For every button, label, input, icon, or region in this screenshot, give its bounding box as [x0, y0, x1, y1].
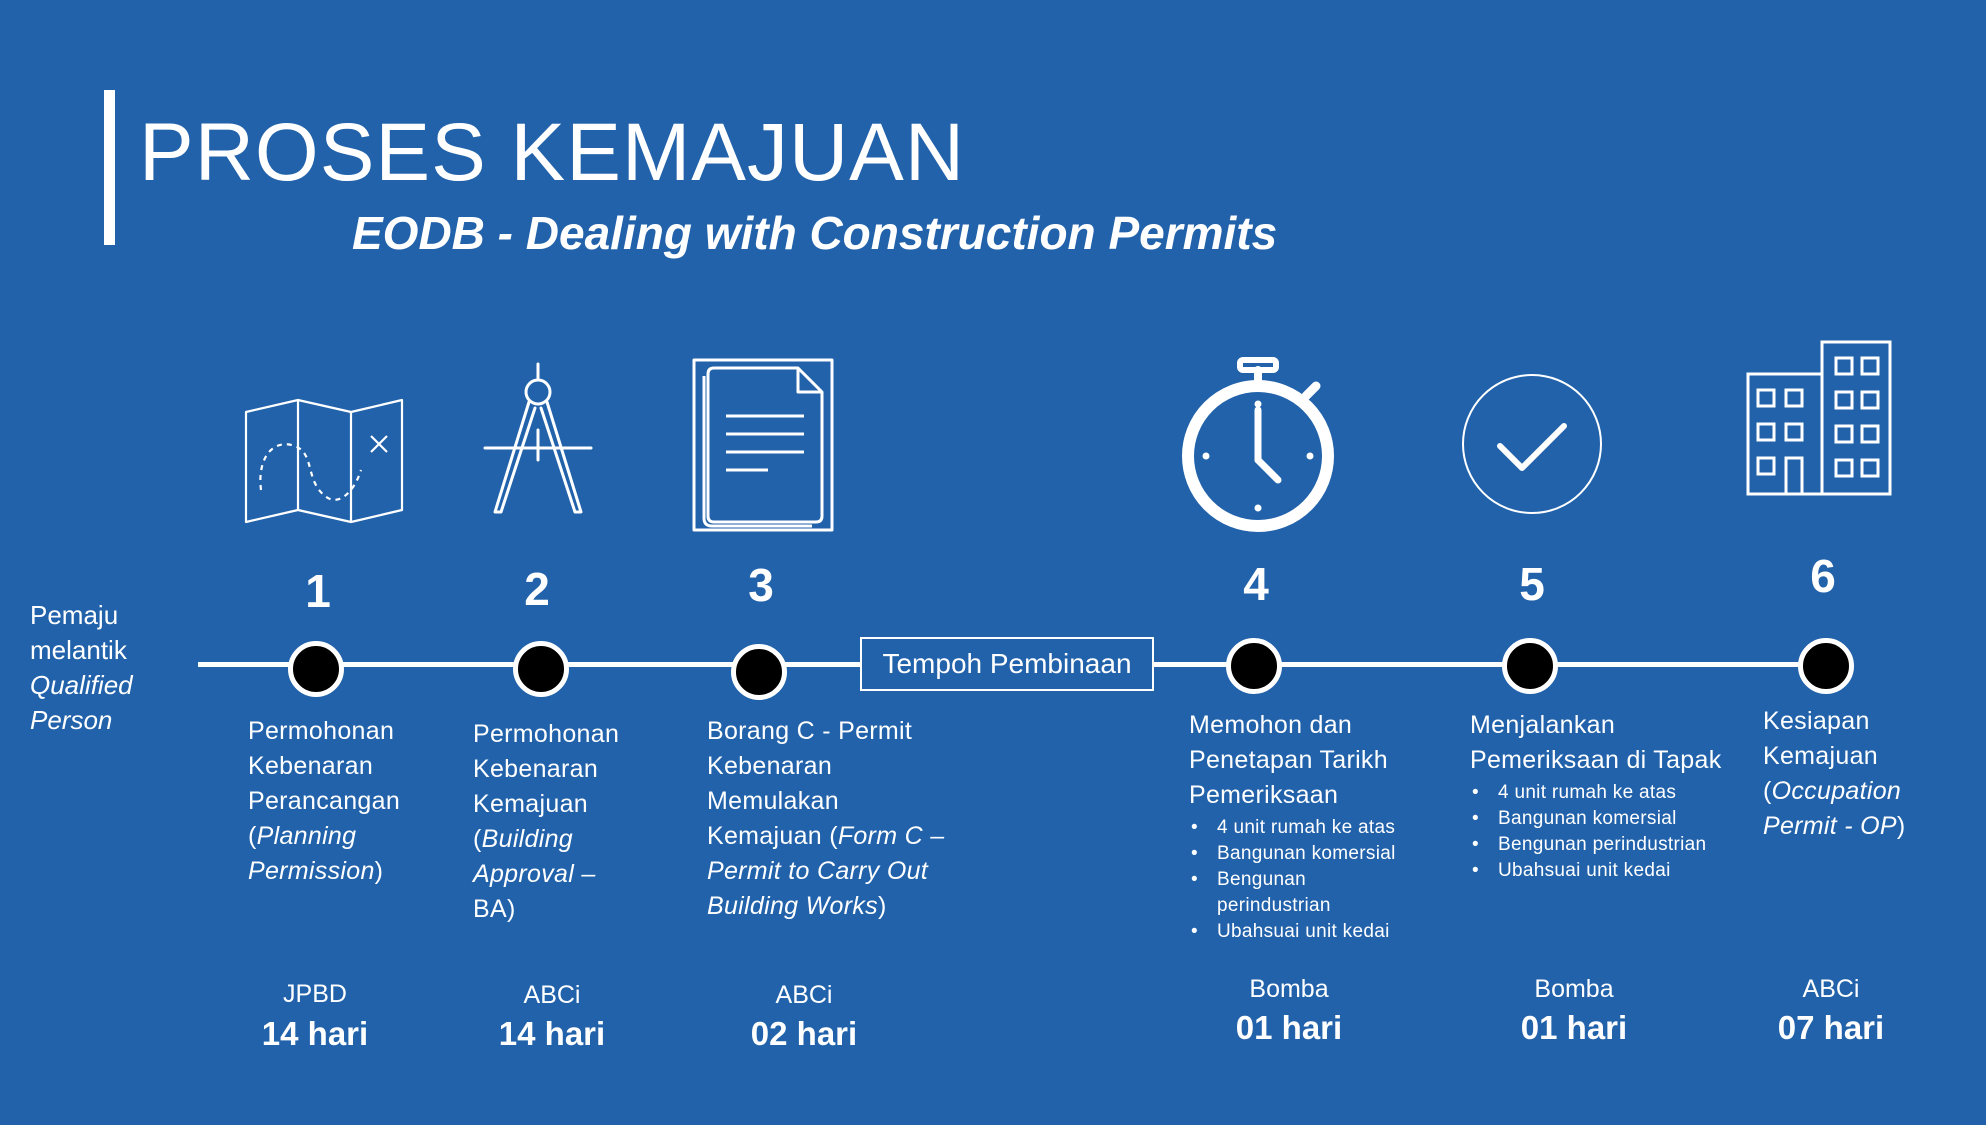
step-number-4: 4: [1243, 558, 1269, 610]
paren-close: ): [374, 857, 384, 885]
document-icon: [692, 358, 834, 532]
step-3-note: Building Works: [707, 892, 878, 920]
step-6-line: [1763, 774, 1906, 809]
step-3-line: Permit to Carry Out: [707, 857, 929, 885]
stopwatch-icon: [1178, 356, 1338, 532]
page-title: PROSES KEMAJUAN: [139, 107, 966, 198]
bullet-item: • Ubahsuai unit kedai: [1470, 858, 1722, 884]
paren-close: ): [877, 892, 887, 920]
bullet-item: • Bengunan perindustrian: [1470, 832, 1722, 858]
timeline-node-6: [1798, 638, 1854, 694]
step-3-line: [707, 819, 944, 854]
step-2-line: Kemajuan: [473, 790, 588, 818]
step-4-duration: 01 hari: [1235, 1009, 1343, 1046]
tempoh-pembinaan-box: Tempoh Pembinaan: [860, 637, 1154, 691]
step-2-duration: 14 hari: [498, 1015, 606, 1052]
step-5-duration: 01 hari: [1520, 1009, 1628, 1046]
step-6-line: Kemajuan: [1763, 742, 1878, 770]
step-5-bullet-list: [1470, 780, 1722, 884]
step-3-line: Kebenaran: [707, 752, 833, 780]
step-4-bullet-list: [1189, 815, 1404, 945]
start-label-line: Qualified: [30, 670, 133, 700]
step-4-line: Penetapan Tarikh: [1189, 746, 1388, 774]
bullet-item: • Bengunan perindustrian: [1189, 867, 1404, 919]
step-3-line: Borang C - Permit: [707, 717, 913, 745]
step-3-agency: ABCi: [775, 981, 833, 1009]
step-6-duration: 07 hari: [1777, 1009, 1885, 1046]
compass-icon: [483, 362, 593, 520]
step-number-2: 2: [524, 563, 550, 615]
bullet-item: • Bangunan komersial: [1189, 841, 1404, 867]
map-icon: [243, 398, 405, 526]
step-2-agency: ABCi: [523, 981, 581, 1009]
timeline-node-3: [731, 644, 787, 700]
step-number-3: 3: [748, 559, 774, 611]
step-6-note: Permit - OP: [1763, 812, 1897, 840]
step-1-line: [248, 819, 400, 854]
timeline-node-2: [513, 641, 569, 697]
step-3-plain: Kemajuan (: [707, 822, 838, 850]
step-4-line: Pemeriksaan: [1189, 781, 1339, 809]
bullet-item: • Bangunan komersial: [1470, 806, 1722, 832]
step-6-line: Kesiapan: [1763, 707, 1870, 735]
step-6-agency: ABCi: [1802, 975, 1860, 1003]
step-2-note: Building: [481, 825, 573, 853]
step-2-line: Permohonan: [473, 720, 620, 748]
title-accent-bar: [104, 90, 115, 245]
step-6-description: [1763, 704, 1906, 844]
building-icon: [1746, 340, 1892, 496]
step-3-description: [707, 714, 944, 924]
step-1-line: Kebenaran: [248, 752, 374, 780]
page-subtitle: EODB - Dealing with Construction Permits: [352, 207, 1278, 259]
step-5-line: Pemeriksaan di Tapak: [1470, 746, 1722, 774]
step-2-line: [473, 822, 619, 857]
step-1-note: Planning: [256, 822, 357, 850]
step-number-5: 5: [1519, 558, 1545, 610]
start-label-line: melantik: [30, 635, 127, 665]
step-number-1: 1: [305, 565, 331, 617]
step-1-line: Permohonan: [248, 717, 395, 745]
step-4-line: Memohon dan: [1189, 711, 1353, 739]
step-number-6: 6: [1810, 550, 1836, 602]
step-3-duration: 02 hari: [750, 1015, 858, 1052]
step-6-line: [1763, 809, 1906, 844]
paren-open: (: [1763, 777, 1772, 805]
step-3-line: Memulakan: [707, 787, 839, 815]
step-1-agency: JPBD: [283, 980, 347, 1008]
start-label: [30, 598, 170, 738]
step-6-note: Occupation: [1771, 777, 1902, 805]
timeline-node-4: [1226, 638, 1282, 694]
timeline-node-5: [1502, 638, 1558, 694]
step-1-note: Permission: [248, 857, 375, 885]
step-2-line: BA): [473, 895, 516, 923]
check-circle-icon: [1460, 372, 1604, 516]
paren-open: (: [248, 822, 257, 850]
paren-close: ): [1896, 812, 1906, 840]
step-1-description: [248, 714, 400, 889]
paren-open: (: [473, 825, 482, 853]
step-1-duration: 14 hari: [261, 1015, 369, 1052]
step-1-line: Perancangan: [248, 787, 401, 815]
step-5-agency: Bomba: [1534, 975, 1614, 1003]
step-3-note: Form C –: [837, 822, 945, 850]
step-4-description: [1189, 708, 1404, 945]
bullet-item: • 4 unit rumah ke atas: [1189, 815, 1404, 841]
start-label-line: Pemaju: [30, 600, 119, 630]
step-2-description: [473, 717, 619, 927]
bullet-item: • Ubahsuai unit kedai: [1189, 919, 1404, 945]
step-2-line: Approval –: [473, 860, 596, 888]
step-3-line: [707, 889, 944, 924]
step-1-line: [248, 854, 400, 889]
timeline-node-1: [288, 641, 344, 697]
step-5-description: [1470, 708, 1722, 884]
start-label-line: Person: [30, 705, 113, 735]
bullet-item: • 4 unit rumah ke atas: [1470, 780, 1722, 806]
step-4-agency: Bomba: [1249, 975, 1329, 1003]
step-2-line: Kebenaran: [473, 755, 599, 783]
step-5-line: Menjalankan: [1470, 711, 1616, 739]
